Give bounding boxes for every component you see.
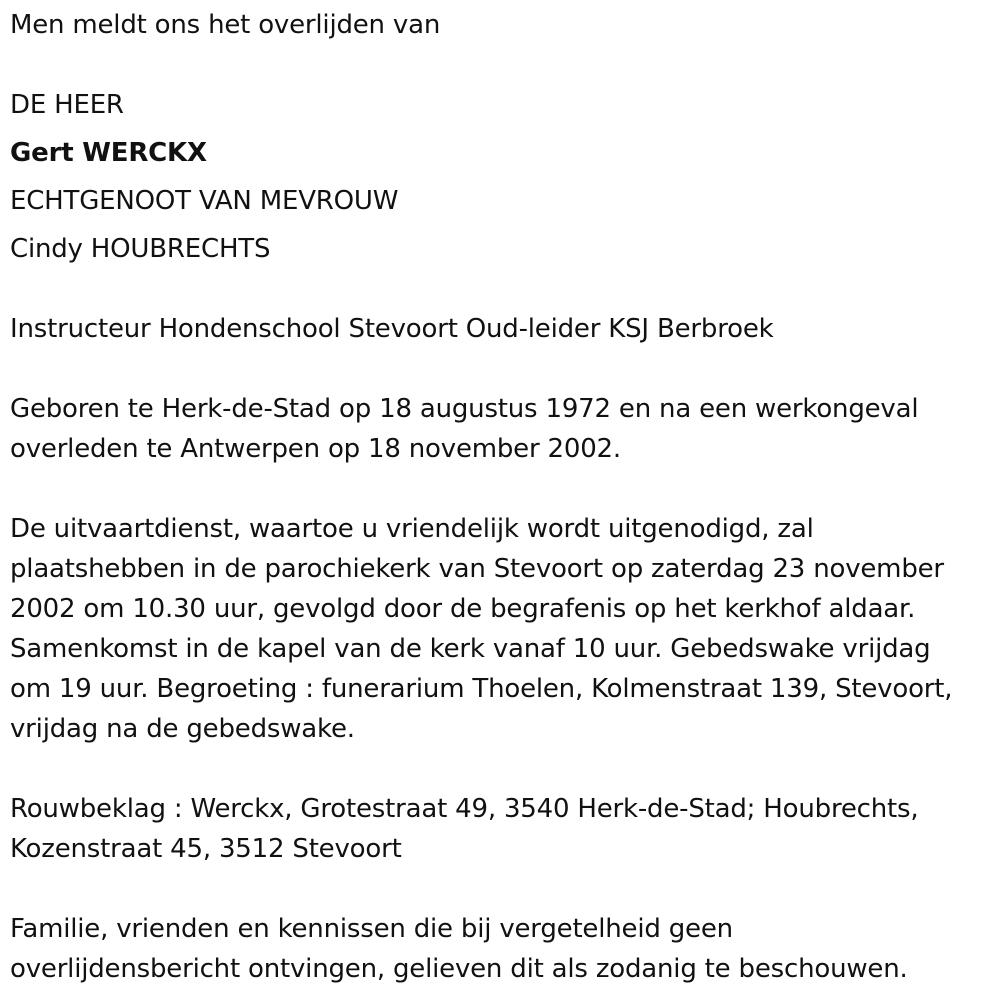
- funeral-line: vrijdag na de gebedswake.: [10, 714, 355, 744]
- spouse-label: ECHTGENOOT VAN MEVROUW: [10, 186, 399, 216]
- closing-line: overlijdensbericht ontvingen, gelieven dit als zodanig te beschouwen.: [10, 954, 908, 984]
- funeral-line: om 19 uur. Begroeting : funerarium Thoelen, Kolmenstraat 139, Stevoort,: [10, 674, 953, 704]
- mourning-line: Kozenstraat 45, 3512 Stevoort: [10, 834, 402, 864]
- deceased-name: Gert WERCKX: [10, 138, 207, 168]
- mourning-line: Rouwbeklag : Werckx, Grotestraat 49, 3540 Herk-de-Stad; Houbrechts,: [10, 794, 919, 824]
- funeral-line: Samenkomst in de kapel van de kerk vanaf 10 uur. Gebedswake vrijdag: [10, 634, 931, 664]
- honorific: DE HEER: [10, 90, 124, 120]
- birth-death-line: overleden te Antwerpen op 18 november 2002.: [10, 434, 621, 464]
- roles-text: Instructeur Hondenschool Stevoort Oud-leider KSJ Berbroek: [10, 314, 774, 344]
- funeral-line: 2002 om 10.30 uur, gevolgd door de begrafenis op het kerkhof aldaar.: [10, 594, 916, 624]
- funeral-line: plaatshebben in de parochiekerk van Stevoort op zaterdag 23 november: [10, 554, 944, 584]
- funeral-line: De uitvaartdienst, waartoe u vriendelijk wordt uitgenodigd, zal: [10, 514, 814, 544]
- spouse-name: Cindy HOUBRECHTS: [10, 234, 271, 264]
- birth-death-line: Geboren te Herk-de-Stad op 18 augustus 1972 en na een werkongeval: [10, 394, 919, 424]
- intro-text: Men meldt ons het overlijden van: [10, 10, 441, 40]
- closing-line: Familie, vrienden en kennissen die bij vergetelheid geen: [10, 914, 733, 944]
